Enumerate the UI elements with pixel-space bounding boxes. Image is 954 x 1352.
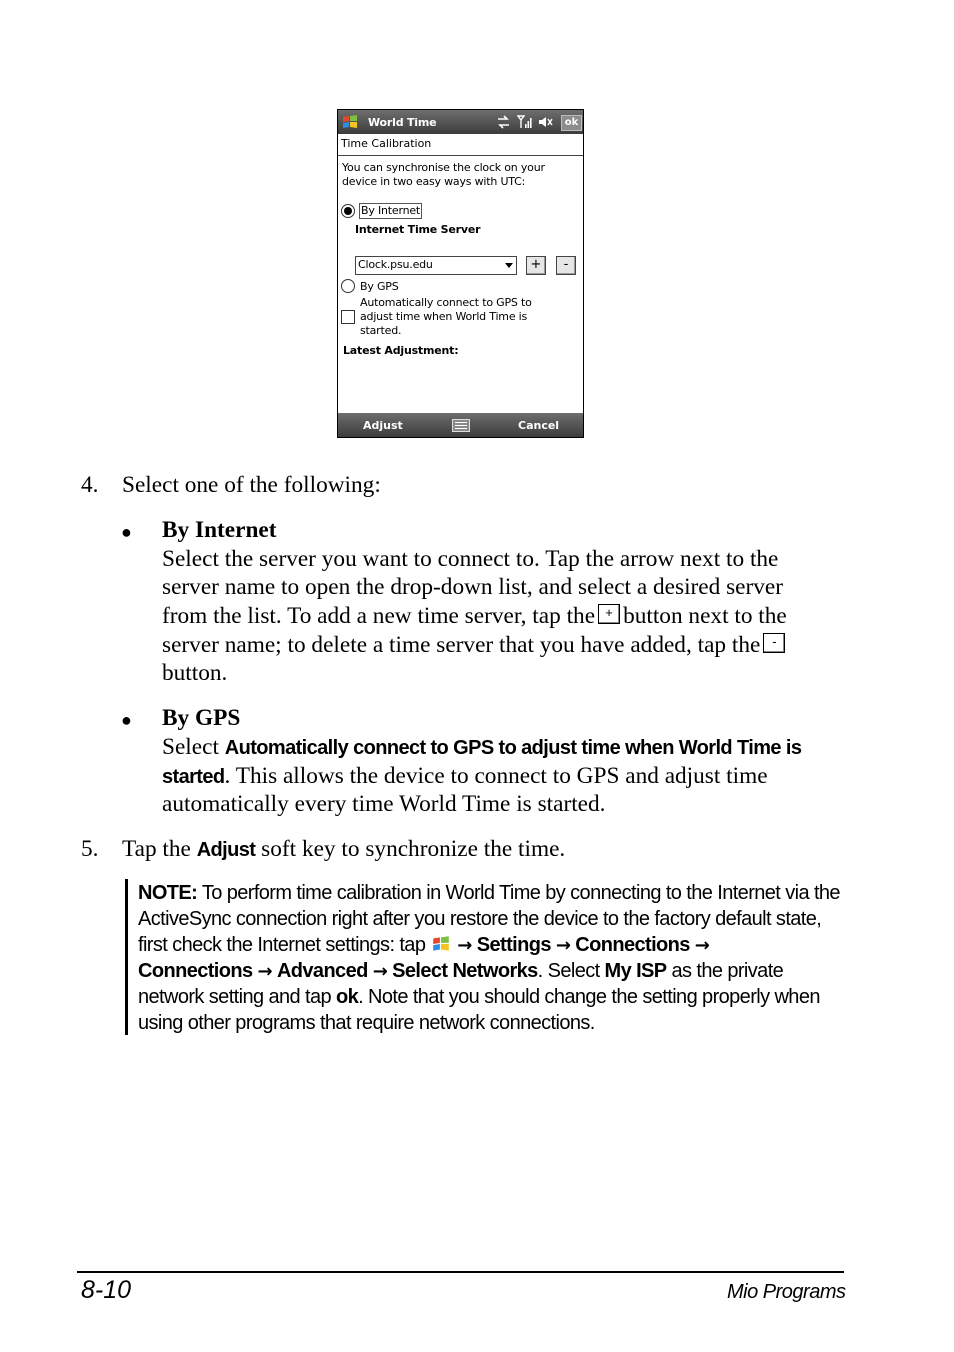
step-text: Select one of the following:: [122, 472, 381, 498]
windows-start-icon: [430, 934, 452, 954]
cancel-softkey[interactable]: Cancel: [518, 419, 560, 432]
title-bar: [338, 110, 583, 134]
step-number: 4.: [81, 472, 99, 498]
text-fragment: soft key to synchronize the time.: [261, 836, 566, 862]
add-server-button[interactable]: +: [526, 256, 546, 275]
note-line: [138, 932, 709, 959]
app-title: World Time: [368, 116, 437, 129]
subtitle-text: Time Calibration: [341, 137, 432, 150]
bullet-icon: ●: [121, 710, 132, 730]
text-fragment: . Note that you should change the setting properly when: [358, 986, 820, 1008]
auto-gps-line: started.: [360, 324, 402, 337]
paragraph-line: button.: [162, 660, 228, 686]
text-fragment: from the list. To add a new time server, tap the: [162, 603, 596, 629]
dropdown-arrow-icon[interactable]: [505, 263, 513, 268]
note-label: NOTE:: [138, 882, 198, 904]
menu-path-item: Select Networks: [392, 960, 538, 982]
auto-gps-line: adjust time when World Time is: [360, 310, 528, 323]
note-line: ActiveSync connection right after you restore the device to the factory default state,: [138, 908, 822, 930]
soft-key-bar: [338, 413, 583, 437]
by-gps-heading: By GPS: [162, 705, 241, 731]
volume-muted-icon[interactable]: [538, 115, 553, 129]
by-internet-radio[interactable]: [341, 204, 355, 218]
text-fragment: Tap the: [122, 836, 191, 862]
adjust-softkey[interactable]: Adjust: [363, 419, 403, 432]
text-fragment: . Select: [537, 960, 600, 982]
ui-label-text: started: [162, 766, 225, 788]
note-line: [138, 984, 820, 1010]
step-number: 5.: [81, 836, 99, 862]
intro-line: You can synchronise the clock on your: [342, 161, 545, 174]
text-fragment: as the private: [671, 960, 784, 982]
note-left-bar: [125, 879, 128, 1035]
menu-path-item: Advanced: [276, 960, 368, 982]
time-server-dropdown[interactable]: [355, 256, 517, 275]
note-line: using other programs that require network connections.: [138, 1012, 595, 1034]
footer-rule: [77, 1271, 844, 1273]
menu-path-item: My ISP: [604, 960, 667, 982]
section-name: Mio Programs: [727, 1281, 846, 1303]
arrow-icon: →: [372, 961, 388, 982]
paragraph-line: Select the server you want to connect to. Tap the arrow next to the: [162, 546, 779, 572]
text-fragment: first check the Internet settings: tap: [138, 934, 426, 956]
keyboard-icon[interactable]: [452, 419, 470, 432]
auto-gps-line: Automatically connect to GPS to: [360, 296, 532, 309]
menu-path-item: Connections: [138, 960, 253, 982]
text-fragment: To perform time calibration in World Time by connecting to the Internet via the: [201, 882, 840, 904]
internet-time-server-label: Internet Time Server: [355, 223, 481, 236]
time-server-value: Clock.psu.edu: [358, 258, 433, 271]
intro-text: [342, 161, 577, 189]
menu-path-item: Settings: [476, 934, 551, 956]
by-internet-heading: By Internet: [162, 517, 277, 543]
ui-label-text: Automatically connect to GPS to adjust time when World Time is: [224, 737, 802, 759]
arrow-icon: →: [457, 935, 472, 956]
paragraph-line: server name to open the drop-down list, and select a desired server: [162, 574, 784, 600]
minus-button-icon: -: [763, 633, 785, 653]
paragraph-line: automatically every time World Time is started.: [162, 791, 606, 817]
text-fragment: button next to the: [623, 603, 787, 629]
latest-adjustment-label: Latest Adjustment:: [343, 344, 459, 357]
device-screenshot: [337, 109, 584, 438]
plus-button-icon: +: [598, 604, 620, 624]
note-line: [138, 880, 840, 906]
bullet-icon: ●: [121, 522, 132, 542]
paragraph-line: [162, 631, 788, 660]
note-line: [138, 958, 783, 985]
by-gps-radio[interactable]: [341, 279, 355, 293]
step-text: [122, 835, 565, 865]
text-fragment: . This allows the device to connect to GPS and adjust time: [224, 763, 768, 789]
menu-path-item: ok: [335, 986, 359, 1008]
by-internet-label[interactable]: By Internet: [361, 204, 421, 217]
auto-gps-checkbox[interactable]: [341, 310, 355, 324]
paragraph-line: [162, 733, 801, 763]
intro-line: device in two easy ways with UTC:: [342, 175, 526, 188]
by-gps-label[interactable]: By GPS: [360, 280, 399, 293]
text-fragment: server name; to delete a time server that you have added, tap the: [162, 632, 761, 658]
arrow-icon: →: [694, 935, 710, 956]
ok-button[interactable]: ok: [561, 115, 582, 131]
text-fragment: Select: [162, 734, 219, 760]
screen-subtitle: [338, 134, 583, 156]
arrow-icon: →: [555, 935, 571, 956]
text-fragment: network setting and tap: [138, 986, 331, 1008]
paragraph-line: [162, 602, 787, 631]
connectivity-icon[interactable]: [496, 115, 511, 129]
windows-start-icon[interactable]: [341, 113, 359, 131]
menu-path-item: Connections: [575, 934, 690, 956]
ui-label-text: Adjust: [196, 839, 256, 861]
auto-gps-label[interactable]: [360, 296, 560, 338]
signal-icon[interactable]: [517, 115, 532, 129]
delete-server-button[interactable]: -: [556, 256, 576, 275]
page-number: 8-10: [81, 1276, 132, 1304]
paragraph-line: [162, 762, 768, 792]
arrow-icon: →: [257, 961, 272, 982]
